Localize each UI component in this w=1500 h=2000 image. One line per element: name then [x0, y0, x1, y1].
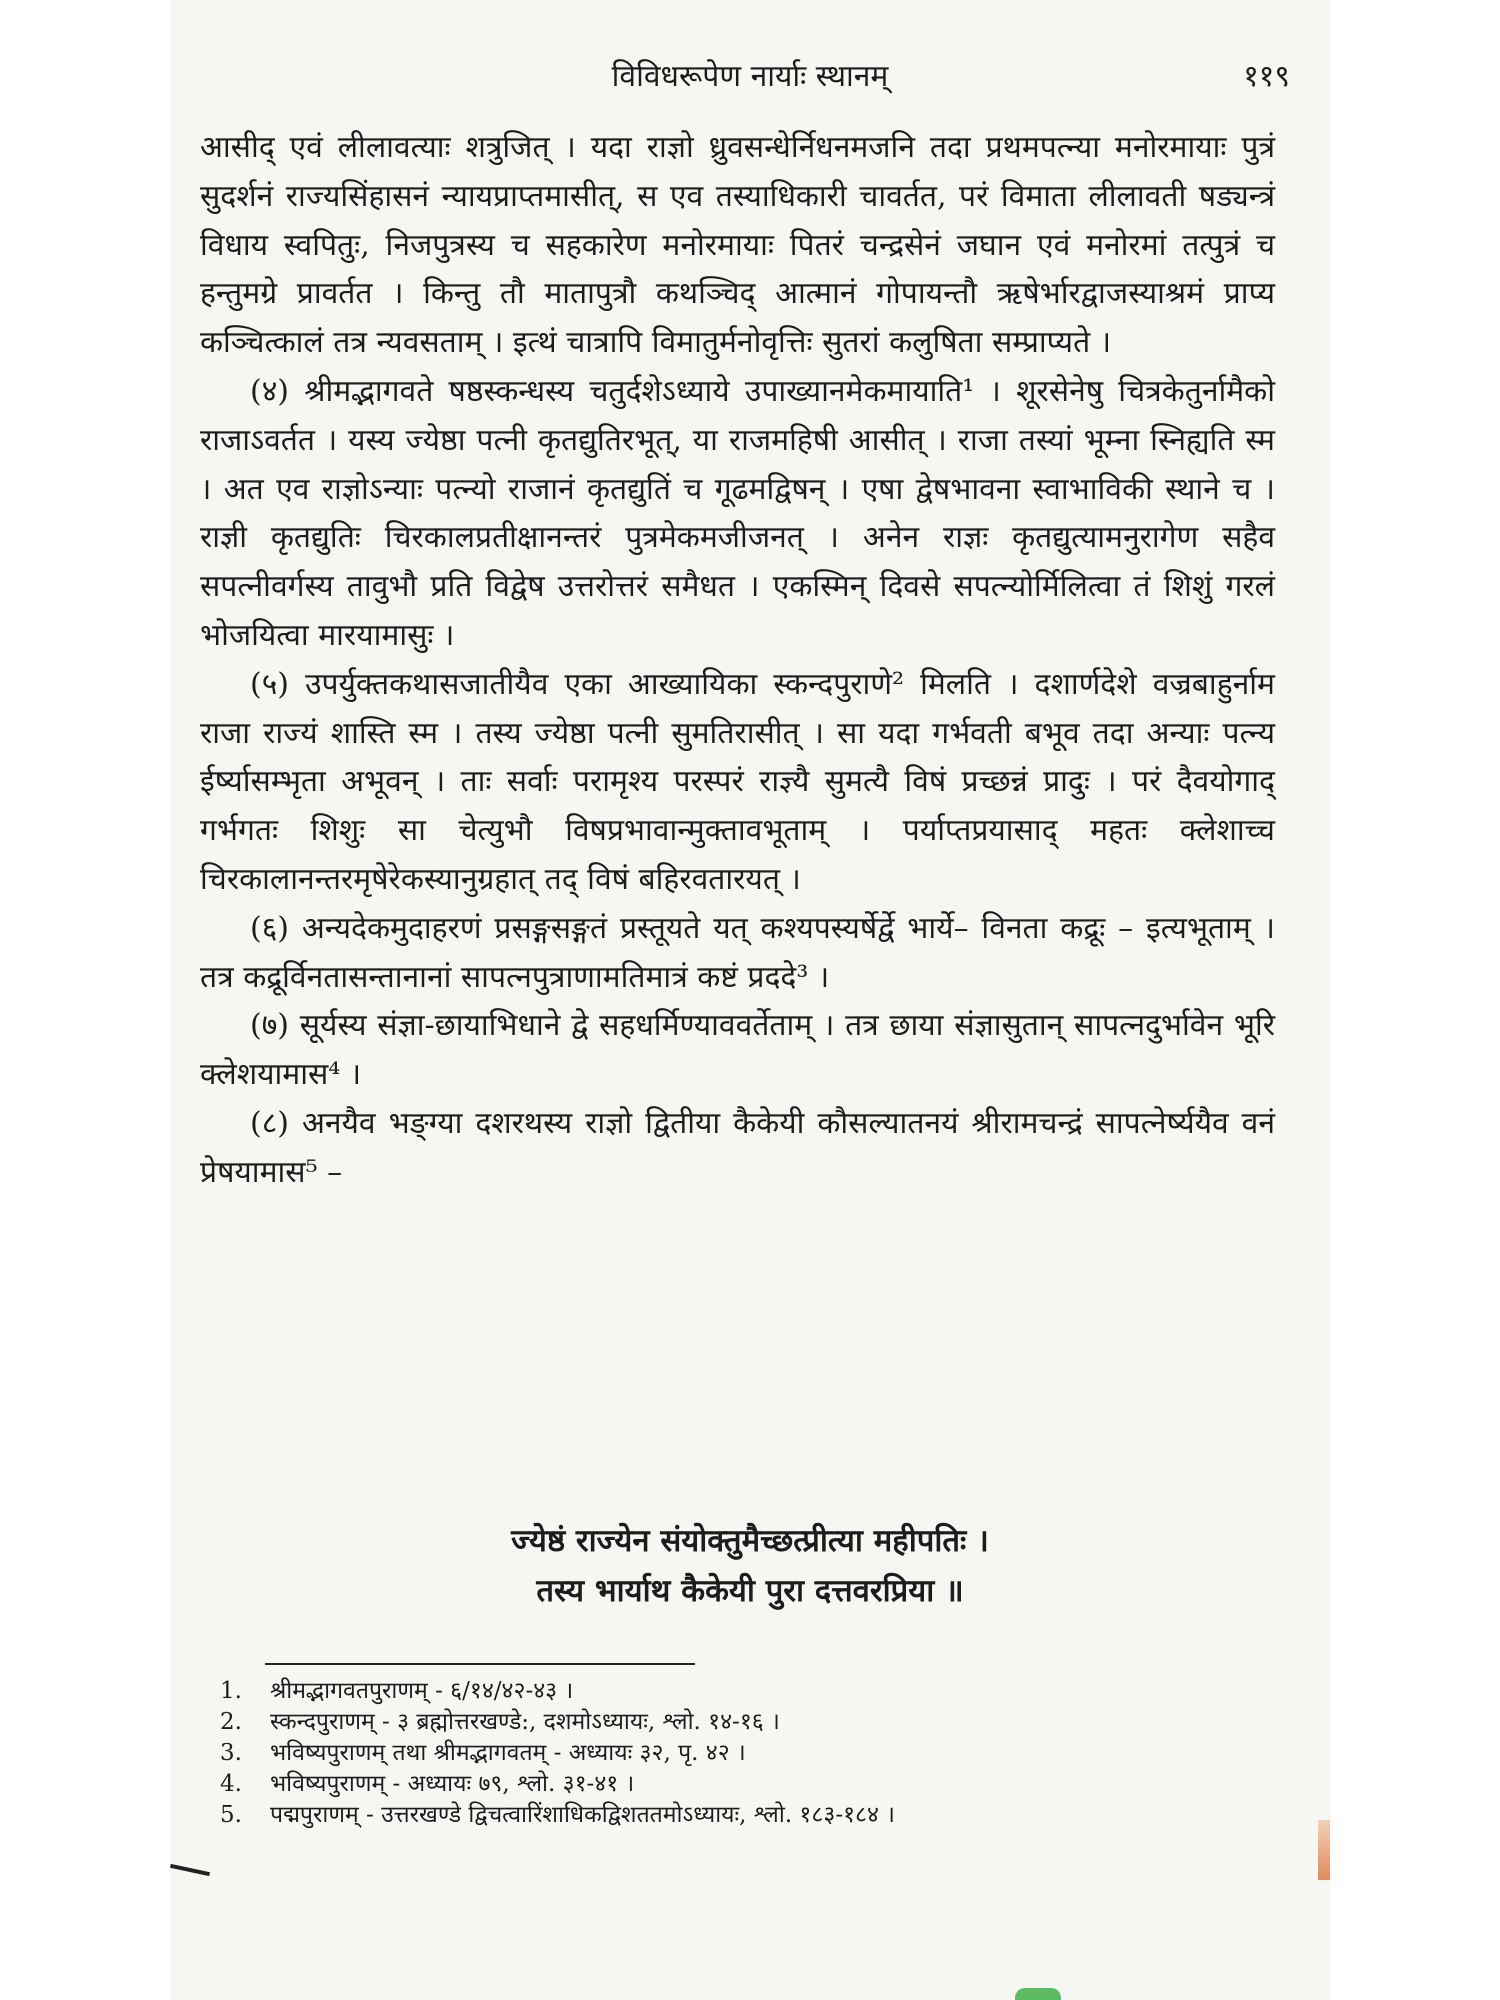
paragraph-continued: आसीद् एवं लीलावत्याः शत्रुजित् । यदा राज्ञो ध्रुवसन्धेर्निधनमजनि तदा प्रथमपत्न्या मनोरमायाः पुत्रं सुदर्शनं राज्यसिंहासनं न्यायप्राप्तमासीत्, स एव तस्याधिकारी चावर्तत, परं विमाता लीलावती षड्यन्त्रं विधाय स्वपितुः, निजपुत्रस्य च सहकारेण मनोरमायाः पितरं चन्द्रसेनं जघान एवं मनोरमां तत्पुत्रं च हन्तुमग्रे प्रावर्तत । किन्तु तौ मातापुत्रौ कथञ्चिद् आत्मानं गोपायन्तौ ऋषेर्भारद्वाजस्याश्रमं प्राप्य कञ्चित्कालं तत्र न्यवसताम् । इत्थं चात्रापि विमातुर्मनोवृत्तिः सुतरां कलुषिता सम्प्राप्यते । [200, 130, 1276, 361]
footnote-number: 2. [220, 1709, 242, 1735]
footnote [220, 1800, 1270, 1831]
page-edge-shadow [1318, 1820, 1330, 1880]
footnote [220, 1707, 1270, 1738]
footnote-number: 3. [220, 1740, 242, 1766]
app-logo-fragment [1015, 1988, 1061, 2000]
footnote [220, 1738, 1270, 1769]
page-header [170, 48, 1330, 98]
verse-line-2: तस्य भार्याथ कैकेयी पुरा दत्तवरप्रिया ॥ [536, 1573, 964, 1609]
paragraph-7: (७) सूर्यस्य संज्ञा-छायाभिधाने द्वे सहधर्मिण्याववर्तेताम् । तत्र छाया संज्ञासुतान् सापत्नदुर्भावेन भूरि क्लेशयामास⁴ । [200, 1008, 1275, 1093]
footnote [220, 1769, 1270, 1800]
paragraph-8: (८) अनयैव भङ्ग्या दशरथस्य राज्ञो द्वितीया कैकेयी कौसल्यातनयं श्रीरामचन्द्रं सापत्नेर्ष्ययैव वनं प्रेषयामास⁵ – [200, 1105, 1275, 1190]
footnote-number: 5. [220, 1802, 242, 1828]
body-text [200, 124, 1275, 1198]
paragraph-4: (४) श्रीमद्भागवते षष्ठस्कन्धस्य चतुर्दशेऽध्याये उपाख्यानमेकमायाति¹ । शूरसेनेषु चित्रकेतुर्नामैको राजाऽवर्तत । यस्य ज्येष्ठा पत्नी कृतद्युतिरभूत्, या राजमहिषी आसीत् । राजा तस्यां भूम्ना स्निह्यति स्म । अत एव राज्ञोऽन्याः पत्न्यो राजानं कृतद्युतिं च गूढमद्विषन् । एषा द्वेषभावना स्वाभाविकी स्थाने च । राज्ञी कृतद्युतिः चिरकालप्रतीक्षानन्तरं पुत्रमेकमजीजनत् । अनेन राज्ञः कृतद्युत्यामनुरागेण सहैव सपत्नीवर्गस्य तावुभौ प्रति विद्वेष उत्तरोत्तरं समैधत । एकस्मिन् दिवसे सपत्न्योर्मिलित्वा तं शिशुं गरलं भोजयित्वा मारयामासुः । [200, 373, 1275, 653]
paragraph-6: (६) अन्यदेकमुदाहरणं प्रसङ्गसङ्गतं प्रस्तूयते यत् कश्यपस्यर्षेर्द्वे भार्ये– विनता कद्रूः – इत्यभूताम् । तत्र कद्रूर्विनतासन्तानानां सापत्नपुत्राणामतिमात्रं कष्टं प्रददे³ । [200, 910, 1275, 995]
footnote-text: भविष्यपुराणम् तथा श्रीमद्भागवतम् - अध्यायः ३२, पृ. ४२ । [270, 1740, 746, 1766]
verse-quote [170, 1516, 1330, 1616]
footnote [220, 1676, 1270, 1707]
footnote-text: श्रीमद्भागवतपुराणम् - ६/१४/४२-४३ । [270, 1678, 574, 1704]
footnote-number: 1. [220, 1678, 242, 1704]
running-head: विविधरूपेण नार्याः स्थानम् [611, 59, 889, 94]
book-page [170, 0, 1330, 2000]
paragraph-5: (५) उपर्युक्तकथासजातीयैव एका आख्यायिका स्कन्दपुराणे² मिलति । दशार्णदेशे वज्रबाहुर्नाम राजा राज्यं शास्ति स्म । तस्य ज्येष्ठा पत्नी सुमतिरासीत् । सा यदा गर्भवती बभूव तदा अन्याः पत्न्य ईर्ष्यासम्भृता अभूवन् । ताः सर्वाः परामृश्य परस्परं राज्ञ्यै सुमत्यै विषं प्रच्छन्नं प्रादुः । परं दैवयोगाद् गर्भगतः शिशुः सा चेत्युभौ विषप्रभावान्मुक्तावभूताम् । पर्याप्तप्रयासाद् महतः क्लेशाच्च चिरकालानन्तरमृषेरेकस्यानुग्रहात् तद् विषं बहिरवतारयत् । [200, 666, 1275, 897]
footnote-divider [265, 1663, 695, 1665]
page-number: ११९ [1243, 59, 1290, 94]
verse-line-1: ज्येष्ठं राज्येन संयोक्तुमैच्छत्प्रीत्या महीपतिः । [511, 1523, 989, 1559]
footnotes [220, 1676, 1270, 1831]
footnote-text: पद्मपुराणम् - उत्तरखण्डे द्विचत्वारिंशाधिकद्विशततमोऽध्यायः, श्लो. १८३-१८४ । [270, 1802, 895, 1828]
footnote-text: स्कन्दपुराणम् - ३ ब्रह्मोत्तरखण्डे:, दशमोऽध्यायः, श्लो. १४-१६ । [270, 1709, 780, 1735]
footnote-number: 4. [220, 1771, 242, 1797]
footnote-text: भविष्यपुराणम् - अध्यायः ७९, श्लो. ३१-४१ । [270, 1771, 635, 1797]
